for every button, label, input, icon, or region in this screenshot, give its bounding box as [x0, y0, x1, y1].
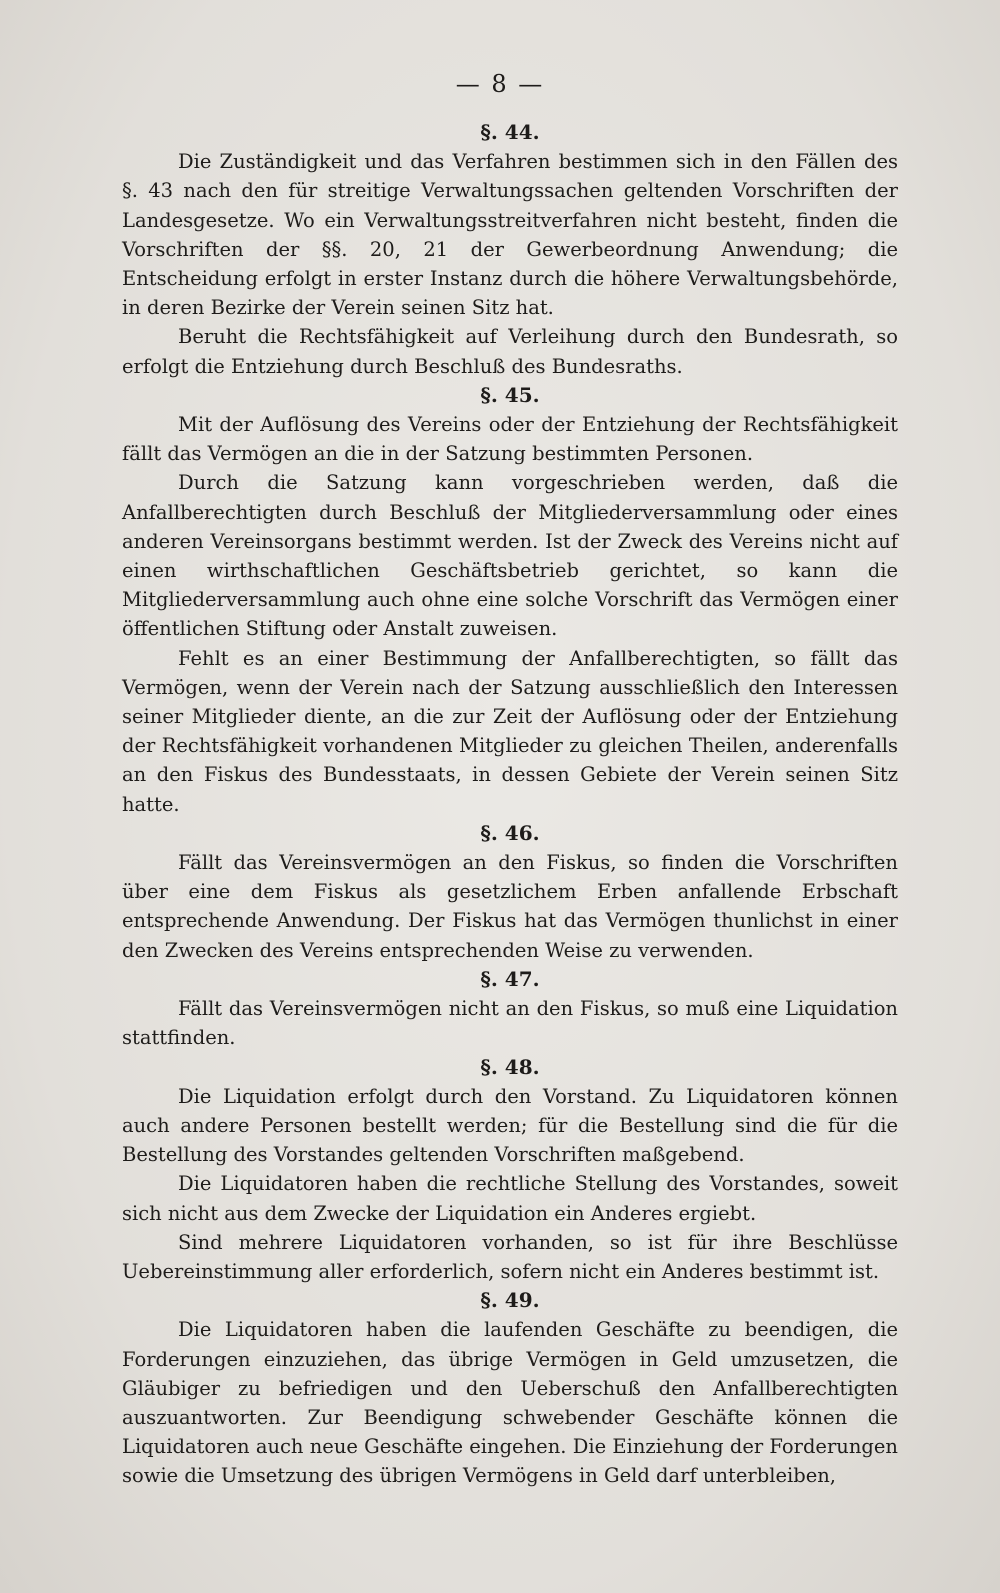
paragraph: Durch die Satzung kann vorgeschrieben werden, daß die Anfallberechtigten durch Beschluß der Mitgliederversammlung oder eines anderen Vereinsorgans bestimmt werden. Ist der Zweck des Vereins nicht auf einen wirthschaftlichen Geschäftsbetrieb gerichtet, so kann die Mitgliederversammlung auch ohne eine solche Vorschrift das Vermögen einer öffentlichen Stiftung oder Anstalt zuweisen. [122, 471, 898, 641]
paragraph: Sind mehrere Liquidatoren vorhanden, so ist für ihre Beschlüsse Uebereinstimmung aller erforderlich, sofern nicht ein Anderes bestimmt ist. [122, 1230, 898, 1283]
paragraph: Mit der Auflösung des Vereins oder der Entziehung der Rechtsfähigkeit fällt das Vermögen an die in der Satzung bestimmten Personen. [122, 413, 898, 466]
section-heading: §. 44. [480, 120, 540, 144]
section-heading: §. 45. [480, 382, 540, 407]
paragraph: Die Liquidatoren haben die laufenden Geschäfte zu beendigen, die Forderungen einzuziehen, das übrige Vermögen in Geld umzusetzen, die Gläubiger zu befriedigen und den Ueberschuß den Anfallberechtigten auszuantworten. Zur Beendigung schwebender Geschäfte können die Liquidatoren auch neue Geschäfte eingehen. Die Einziehung der Forderungen sowie die Umsetzung des übrigen Vermögens in Geld darf unterbleiben, [122, 1318, 898, 1488]
section-44 [122, 118, 898, 381]
paragraph: Fehlt es an einer Bestimmung der Anfallberechtigten, so fällt das Vermögen, wenn der Verein nach der Satzung ausschließlich den Interessen seiner Mitglieder diente, an die zur Zeit der Auflösung oder der Entziehung der Rechtsfähigkeit vorhandenen Mitglieder zu gleichen Theilen, anderenfalls an den Fiskus des Bundesstaats, in dessen Gebiete der Verein seinen Sitz hatte. [122, 646, 898, 816]
section-heading: §. 48. [480, 1054, 540, 1079]
paragraph: Die Liquidatoren haben die rechtliche Stellung des Vorstandes, soweit sich nicht aus dem Zwecke der Liquidation ein Anderes ergiebt. [122, 1172, 898, 1225]
paragraph: Die Liquidation erfolgt durch den Vorstand. Zu Liquidatoren können auch andere Personen bestellt werden; für die Bestellung sind die für die Bestellung des Vorstandes geltenden Vorschriften maßgebend. [122, 1084, 898, 1167]
page-number: — 8 — [455, 70, 545, 98]
section-heading: §. 47. [480, 966, 540, 991]
section-heading: §. 46. [480, 820, 540, 845]
section-49 [122, 1286, 898, 1490]
section-heading: §. 49. [480, 1288, 540, 1313]
paragraph: Die Zuständigkeit und das Verfahren bestimmen sich in den Fällen des §. 43 nach den für streitige Verwaltungssachen geltenden Vorschriften der Landesgesetze. Wo ein Verwaltungsstreitverfahren nicht besteht, finden die Vorschriften der §§. 20, 21 der Gewerbeordnung Anwendung; die Entscheidung erfolgt in erster Instanz durch die höhere Verwaltungsbehörde, in deren Bezirke der Verein seinen Sitz hat. [122, 150, 898, 320]
section-45 [122, 381, 898, 819]
section-48 [122, 1053, 898, 1287]
paragraph: Fällt das Vereinsvermögen nicht an den Fiskus, so muß eine Liquidation stattfinden. [122, 997, 898, 1050]
page-body [122, 118, 898, 1491]
paragraph: Fällt das Vereinsvermögen an den Fiskus, so finden die Vorschriften über eine dem Fiskus als gesetzlichem Erben anfallende Erbschaft entsprechende Anwendung. Der Fiskus hat das Vermögen thunlichst in einer den Zwecken des Vereins entsprechenden Weise zu verwenden. [122, 851, 898, 962]
section-47 [122, 965, 898, 1053]
section-46 [122, 819, 898, 965]
paragraph: Beruht die Rechtsfähigkeit auf Verleihung durch den Bundesrath, so erfolgt die Entziehung durch Beschluß des Bundesraths. [122, 325, 898, 378]
